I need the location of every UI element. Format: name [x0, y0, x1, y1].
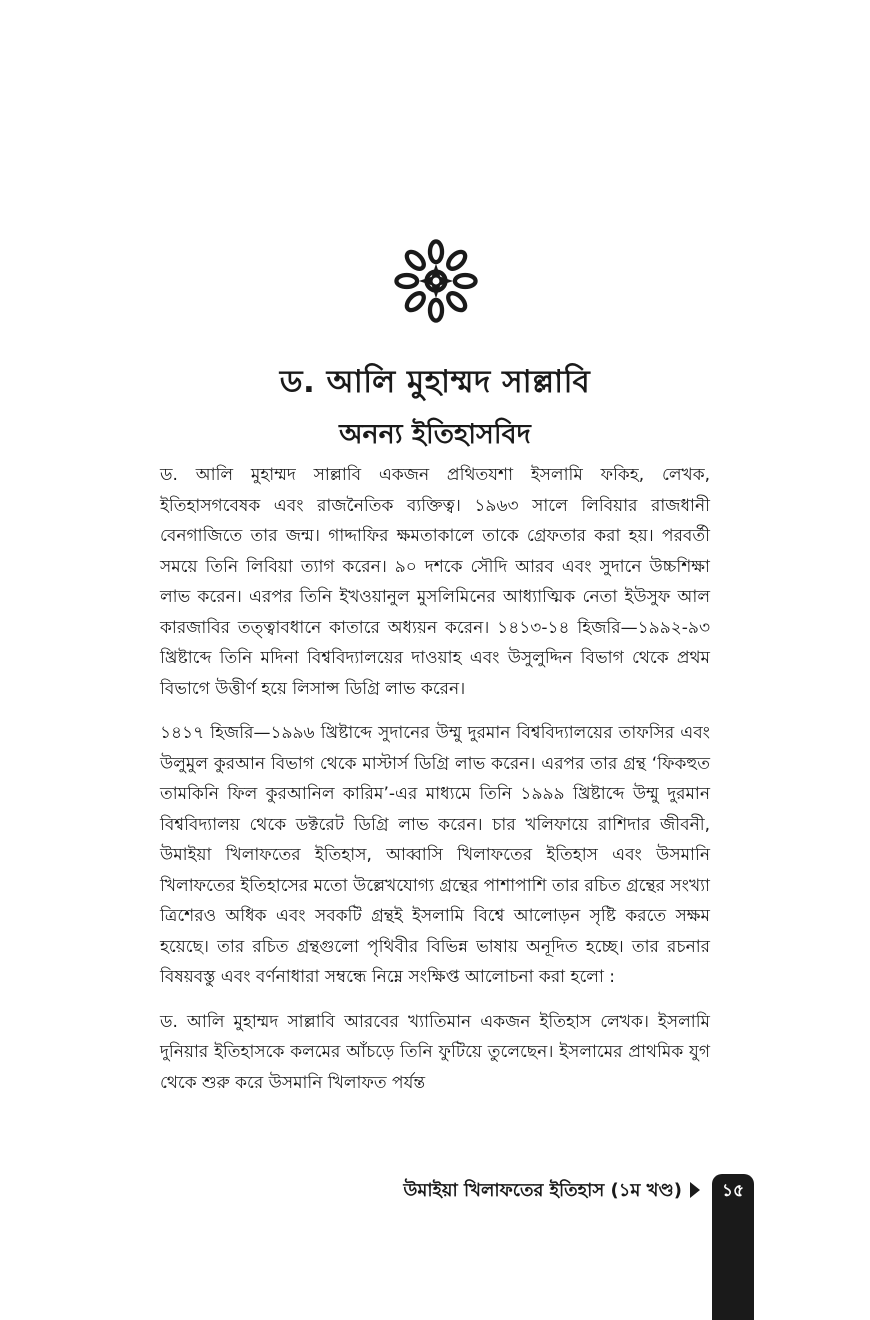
paragraph-1: ড. আলি মুহাম্মদ সাল্লাবি একজন প্রথিতযশা ইসলামি ফকিহ, লেখক, ইতিহাসগবেষক এবং রাজনৈতিক ব্যক্তিত্ব। ১৯৬৩ সালে লিবিয়ার রাজধানী বেনগাজিতে তার জন্ম। গাদ্দাফির ক্ষমতাকালে তাকে গ্রেফতার করা হয়। পরবর্তী সময়ে তিনি লিবিয়া ত্যাগ করেন। ৯০ দশকে সৌদি আরব এবং সুদানে উচ্চশিক্ষা লাভ করেন। এরপর তিনি ইখওয়ানুল মুসলিমিনের আধ্যাত্মিক নেতা ইউসুফ আল কারজাবির তত্ত্বাবধানে কাতারে অধ্যয়ন করেন। ১৪১৩-১৪ হিজরি—১৯৯২-৯৩ খ্রিষ্টাব্দে তিনি মদিনা বিশ্ববিদ্যালয়ের দাওয়াহ এবং উসুলুদ্দিন বিভাগ থেকে প্রথম বিভাগে উত্তীর্ণ হয়ে লিসান্স ডিগ্রি লাভ করেন।	[160, 465, 710, 699]
body-text	[160, 460, 710, 1112]
page-tab	[712, 1174, 754, 1320]
triangle-right-icon	[690, 1182, 700, 1198]
page-title: ড. আলি মুহাম্মদ সাল্লাবি	[279, 364, 591, 400]
page-subtitle: অনন্য ইতিহাসবিদ	[339, 419, 531, 450]
floral-ornament-icon	[393, 238, 479, 324]
running-footer	[300, 1176, 700, 1207]
paragraph-2: ১৪১৭ হিজরি—১৯৯৬ খ্রিষ্টাব্দে সুদানের উম্মু দুরমান বিশ্ববিদ্যালয়ের তাফসির এবং উলুমুল কুরআন বিভাগ থেকে মাস্টার্স ডিগ্রি লাভ করেন। এরপর তার গ্রন্থ ‘ফিকহুত তামকিনি ফিল কুরআনিল কারিম’-এর মাধ্যমে তিনি ১৯৯৯ খ্রিষ্টাব্দে উম্মু দুরমান বিশ্ববিদ্যালয় থেকে ডক্টরেট ডিগ্রি লাভ করেন। চার খলিফায়ে রাশিদার জীবনী, উমাইয়া খিলাফতের ইতিহাস, আব্বাসি খিলাফতের ইতিহাস এবং উসমানি খিলাফতের ইতিহাসের মতো উল্লেখযোগ্য গ্রন্থের পাশাপাশি তার রচিত গ্রন্থের সংখ্যা ত্রিশেরও অধিক এবং সবকটি গ্রন্থই ইসলামি বিশ্বে আলোড়ন সৃষ্টি করতে সক্ষম হয়েছে। তার রচিত গ্রন্থগুলো পৃথিবীর বিভিন্ন ভাষায় অনূদিত হচ্ছে। তার রচনার বিষয়বস্তু এবং বর্ণনাধারা সম্বন্ধে নিম্নে সংক্ষিপ্ত আলোচনা করা হলো :	[160, 723, 710, 987]
paragraph-3: ড. আলি মুহাম্মদ সাল্লাবি আরবের খ্যাতিমান একজন ইতিহাস লেখক। ইসলামি দুনিয়ার ইতিহাসকে কলমের আঁচড়ে তিনি ফুটিয়ে তুলেছেন। ইসলামের প্রাথমিক যুগ থেকে শুরু করে উসমানি খিলাফত পর্যন্ত	[160, 1011, 710, 1093]
book-title: উমাইয়া খিলাফতের ইতিহাস (১ম খণ্ড)	[403, 1180, 682, 1201]
page-number: ১৫	[721, 1181, 745, 1201]
